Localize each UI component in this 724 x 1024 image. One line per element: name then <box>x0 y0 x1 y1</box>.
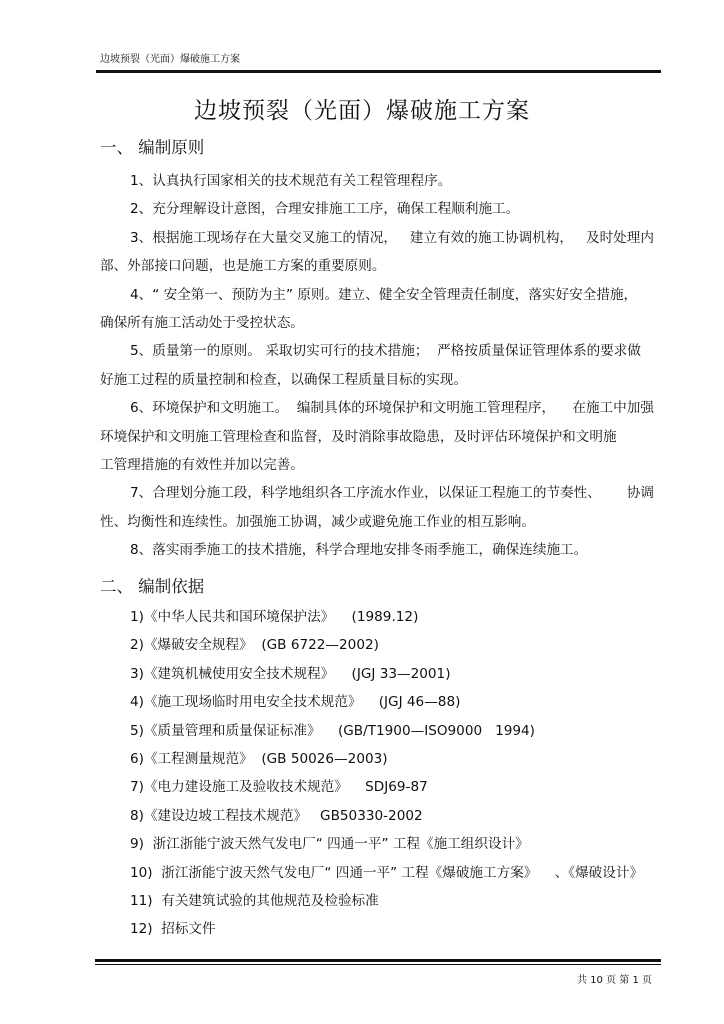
reference-item: 8)《建设边坡工程技术规范》 GB50330-2002 <box>130 807 423 824</box>
reference-item: 9) 浙江浙能宁波天然气发电厂“ 四通一平” 工程《施工组织设计》 <box>130 836 529 853</box>
paragraph-line: 4、“ 安全第一、预防为主” 原则。建立、健全安全管理责任制度，落实好安全措施， <box>130 286 638 303</box>
footer-divider-thin <box>95 964 661 965</box>
paragraph-line: 环境保护和文明施工管理检查和监督，及时消除事故隐患，及时评估环境保护和文明施 <box>100 428 617 445</box>
paragraph-line: 好施工过程的质量控制和检查，以确保工程质量目标的实现。 <box>100 371 468 388</box>
reference-item: 5)《质量管理和质量保证标准》 (GB/T1900—ISO9000 1994) <box>130 722 535 739</box>
paragraph-line: 工管理措施的有效性并加以完善。 <box>100 456 304 473</box>
paragraph-line: 2、充分理解设计意图，合理安排施工工序，确保工程顺利施工。 <box>130 201 520 218</box>
reference-item: 2)《爆破安全规程》 (GB 6722—2002) <box>130 637 379 654</box>
paragraph-line: 8、落实雨季施工的技术措施，科学合理地安排冬雨季施工，确保连续施工。 <box>130 542 588 559</box>
footer-divider <box>95 959 661 962</box>
document-title: 边坡预裂（光面）爆破施工方案 <box>194 98 530 124</box>
reference-item: 10) 浙江浙能宁波天然气发电厂“ 四通一平” 工程《爆破施工方案》 、《爆破设计》 <box>130 864 644 881</box>
paragraph-line: 3、根据施工现场存在大量交叉施工的情况， 建立有效的施工协调机构， 及时处理内 <box>130 229 654 246</box>
reference-item: 11) 有关建筑试验的其他规范及检验标准 <box>130 892 379 909</box>
reference-item: 3)《建筑机械使用安全技术规程》 (JGJ 33—2001) <box>130 665 451 682</box>
section-heading-principles: 一、 编制原则 <box>100 138 205 157</box>
paragraph-line: 7、合理划分施工段，科学地组织各工序流水作业，以保证工程施工的节奏性、 协调 <box>130 485 654 502</box>
paragraph-line: 1、认真执行国家相关的技术规范有关工程管理程序。 <box>130 173 452 189</box>
reference-item: 7)《电力建设施工及验收技术规范》 SDJ69-87 <box>130 779 428 796</box>
paragraph-line: 5、质量第一的原则。 采取切实可行的技术措施； 严格按质量保证管理体系的要求做 <box>130 343 641 360</box>
paragraph-line: 确保所有施工活动处于受控状态。 <box>100 314 304 331</box>
paragraph-line: 6、环境保护和文明施工。 编制具体的环境保护和文明施工管理程序， 在施工中加强 <box>130 400 654 417</box>
section-heading-basis: 二、 编制依据 <box>100 577 205 596</box>
reference-item: 1)《中华人民共和国环境保护法》 (1989.12) <box>130 609 419 625</box>
running-header: 边坡预裂（光面）爆破施工方案 <box>100 54 240 65</box>
page-number: 共 10 页 第 1 页 <box>577 975 652 986</box>
basis-list <box>100 603 660 944</box>
reference-item: 6)《工程测量规范》 (GB 50026—2003) <box>130 750 388 767</box>
header-divider <box>96 70 661 73</box>
paragraph-line: 部、外部接口问题，也是施工方案的重要原则。 <box>100 258 386 275</box>
reference-item: 12) 招标文件 <box>130 921 216 938</box>
paragraph-line: 性、均衡性和连续性。加强施工协调，减少或避免施工作业的相互影响。 <box>100 513 535 530</box>
principles-body <box>100 167 660 564</box>
reference-item: 4)《施工现场临时用电安全技术规范》 (JGJ 46—88) <box>130 694 461 711</box>
